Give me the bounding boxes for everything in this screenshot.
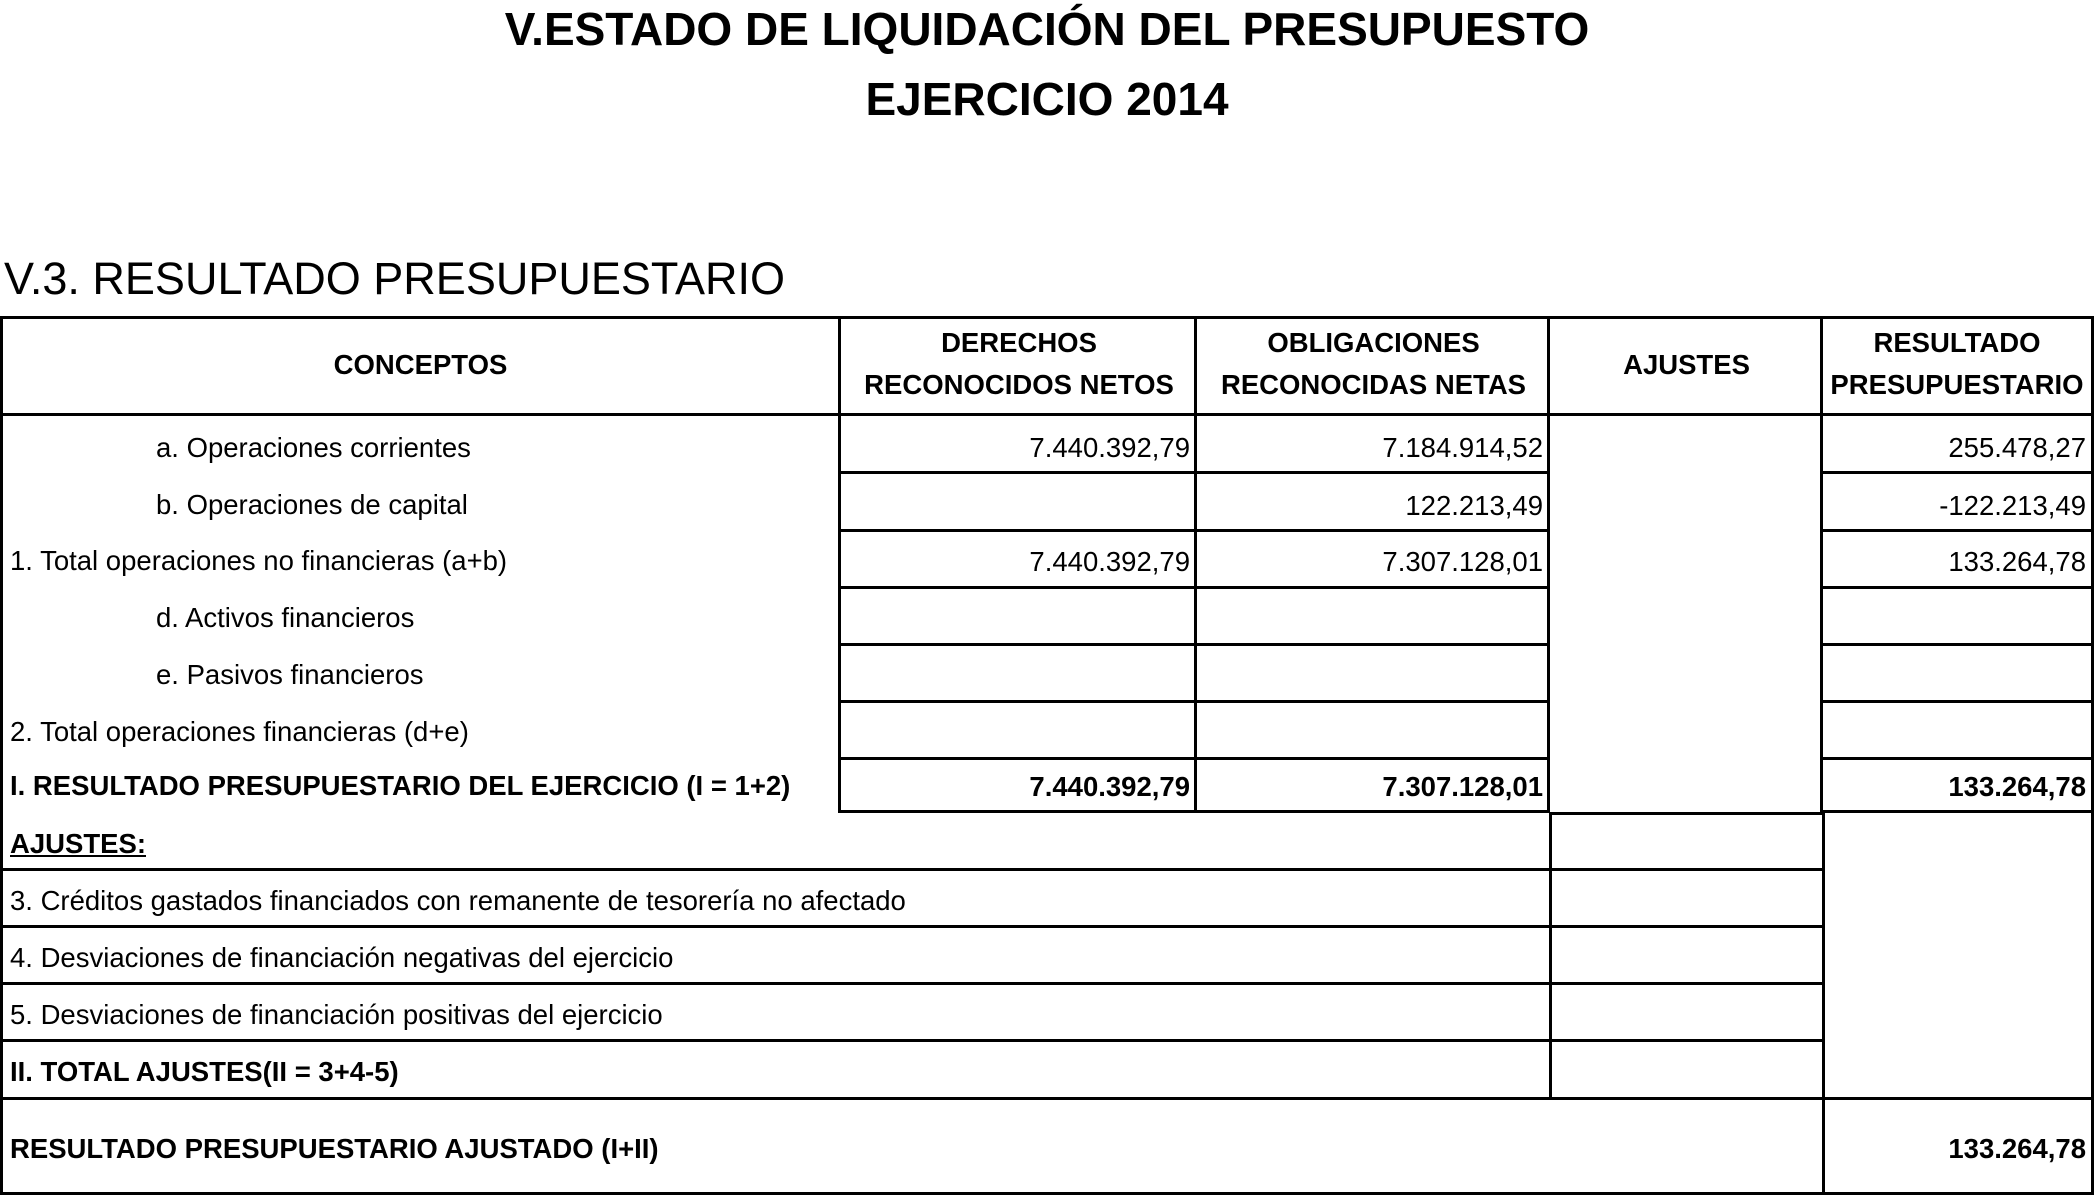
- page-title: V.ESTADO DE LIQUIDACIÓN DEL PRESUPUESTO: [504, 3, 1590, 55]
- header-derechos-line1: DERECHOS: [941, 327, 1097, 358]
- header-obligaciones-line2: RECONOCIDAS NETAS: [1220, 369, 1527, 400]
- col-divider: [1822, 812, 1825, 1195]
- concepto-operaciones-capital: b. Operaciones de capital: [156, 489, 468, 520]
- obligaciones-operaciones-corrientes: 7.184.914,52: [1382, 432, 1543, 463]
- fiscal-year-title: EJERCICIO 2014: [865, 73, 1229, 125]
- grid-line: [1820, 586, 2094, 589]
- resultado-total-no-financieras: 133.264,78: [1948, 546, 2086, 577]
- grid-line: [1820, 529, 2094, 532]
- derechos-total-no-financieras: 7.440.392,79: [1029, 546, 1190, 577]
- grid-line: [0, 1097, 2094, 1100]
- concepto-total-ajustes: II. TOTAL AJUSTES(II = 3+4-5): [10, 1056, 399, 1087]
- resultado-operaciones-capital: -122.213,49: [1939, 490, 2086, 521]
- table-border-bottom: [0, 1192, 2094, 1195]
- header-obligaciones-line1: OBLIGACIONES: [1267, 327, 1480, 358]
- grid-line: [1550, 812, 1824, 815]
- header-resultado: [1823, 322, 2091, 406]
- table-border-top: [0, 316, 2094, 319]
- header-derechos: [841, 322, 1197, 406]
- derechos-operaciones-corrientes: 7.440.392,79: [1029, 432, 1190, 463]
- col-divider: [1549, 812, 1552, 1100]
- header-conceptos: CONCEPTOS: [333, 349, 508, 380]
- grid-line: [1820, 700, 2094, 703]
- concepto-desviaciones-negativas: 4. Desviaciones de financiación negativas del ejercicio: [10, 942, 674, 973]
- header-ajustes: AJUSTES: [1623, 349, 1750, 380]
- resultado-ajustado-value: 133.264,78: [1948, 1133, 2086, 1164]
- concepto-resultado-ejercicio: I. RESULTADO PRESUPUESTARIO DEL EJERCICIO (I = 1+2): [10, 770, 791, 801]
- resultado-operaciones-corrientes: 255.478,27: [1948, 432, 2086, 463]
- header-resultado-line1: RESULTADO: [1873, 327, 2041, 358]
- derechos-resultado-ejercicio: 7.440.392,79: [1029, 771, 1190, 802]
- obligaciones-resultado-ejercicio: 7.307.128,01: [1382, 771, 1543, 802]
- ajustes-heading: AJUSTES:: [10, 828, 146, 859]
- section-title: V.3. RESULTADO PRESUPUESTARIO: [4, 253, 786, 304]
- header-resultado-line2: PRESUPUESTARIO: [1830, 369, 2084, 400]
- grid-line: [1820, 643, 2094, 646]
- obligaciones-operaciones-capital: 122.213,49: [1405, 490, 1543, 521]
- grid-line: [1820, 471, 2094, 474]
- grid-line: [1820, 810, 2094, 813]
- concepto-desviaciones-positivas: 5. Desviaciones de financiación positivas del ejercicio: [10, 999, 663, 1030]
- concepto-resultado-ajustado: RESULTADO PRESUPUESTARIO AJUSTADO (I+II): [10, 1133, 659, 1164]
- concepto-total-no-financieras: 1. Total operaciones no financieras (a+b): [10, 545, 508, 576]
- concepto-creditos-gastados: 3. Créditos gastados financiados con remanente de tesorería no afectado: [10, 885, 906, 916]
- concepto-pasivos-financieros: e. Pasivos financieros: [156, 659, 424, 690]
- table-border-left: [0, 316, 3, 1195]
- header-divider: [0, 413, 2094, 416]
- obligaciones-total-no-financieras: 7.307.128,01: [1382, 546, 1543, 577]
- concepto-total-financieras: 2. Total operaciones financieras (d+e): [10, 716, 469, 747]
- grid-line: [1820, 757, 2094, 760]
- header-obligaciones: [1197, 322, 1550, 406]
- concepto-operaciones-corrientes: a. Operaciones corrientes: [156, 432, 471, 463]
- header-derechos-line2: RECONOCIDOS NETOS: [864, 369, 1174, 400]
- resultado-resultado-ejercicio: 133.264,78: [1948, 771, 2086, 802]
- concepto-activos-financieros: d. Activos financieros: [156, 602, 415, 633]
